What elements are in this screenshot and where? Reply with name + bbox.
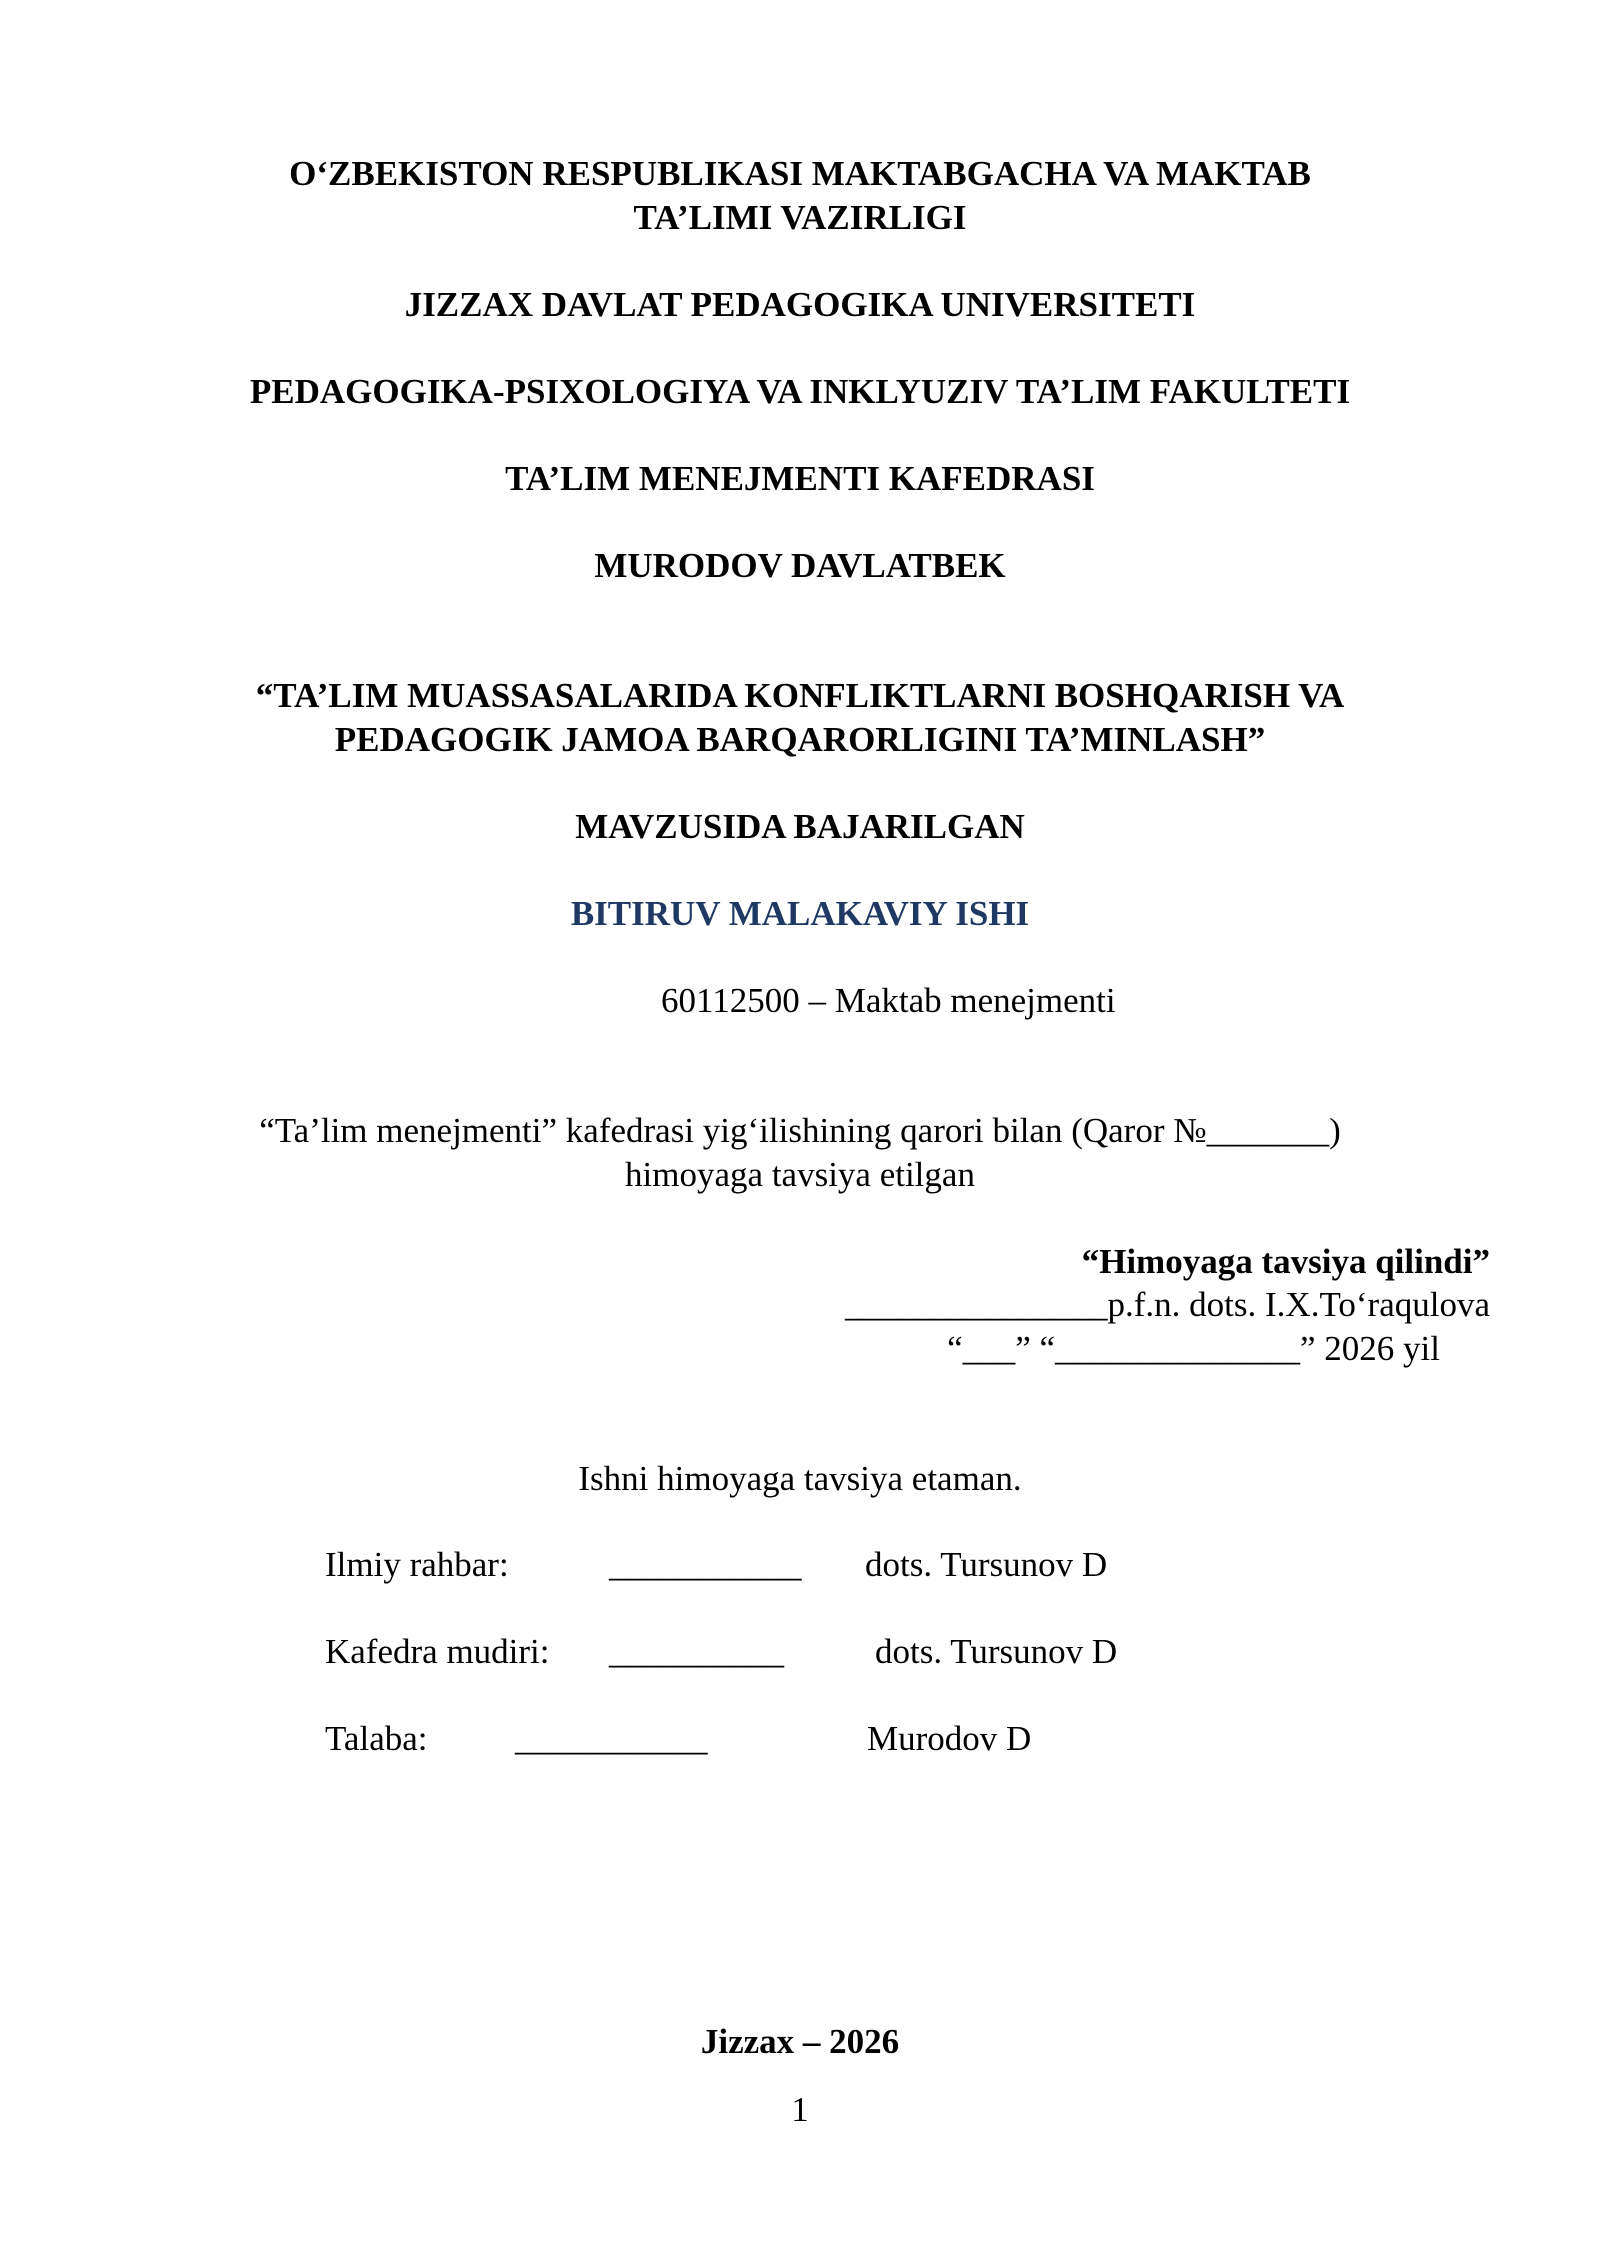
signature-name: dots. Tursunov D (865, 1545, 1108, 1584)
faculty-name: PEDAGOGIKA-PSIXOLOGIYA VA INKLYUZIV TA’LIM FAKULTETI (249, 372, 1351, 411)
signature-line: ___________ (515, 1719, 708, 1758)
signature-line: ___________ (609, 1545, 802, 1584)
specialty-code: 60112500 – Maktab menejmenti (661, 981, 1116, 1020)
ministry-line-1: O‘ZBEKISTON RESPUBLIKASI MAKTABGACHA VA MAKTAB (289, 154, 1311, 193)
department-name: TA’LIM MENEJMENTI KAFEDRASI (505, 459, 1095, 498)
topic-subtitle: MAVZUSIDA BAJARILGAN (575, 807, 1025, 846)
topic-line-2: PEDAGOGIK JAMOA BARQARORLIGINI TA’MINLASH” (334, 720, 1266, 759)
ministry-line-2: TA’LIMI VAZIRLIGI (633, 198, 967, 237)
signature-line: __________ (609, 1632, 784, 1671)
decision-line-2: himoyaga tavsiya etilgan (625, 1155, 975, 1194)
signature-role: Kafedra mudiri: (325, 1632, 550, 1671)
decision-line-1: “Ta’lim menejmenti” kafedrasi yig‘ilishining qarori bilan (Qaror №_______) (259, 1111, 1341, 1150)
university-name: JIZZAX DAVLAT PEDAGOGIKA UNIVERSITETI (404, 285, 1196, 324)
signature-name: Murodov D (867, 1719, 1032, 1758)
approval-signer: _______________p.f.n. dots. I.X.To‘raqulova (845, 1285, 1490, 1324)
topic-line-1: “TA’LIM MUASSASALARIDA KONFLIKTLARNI BOSHQARISH VA (255, 676, 1345, 715)
work-type-title: BITIRUV MALAKAVIY ISHI (570, 894, 1030, 933)
place-year: Jizzax – 2026 (700, 2022, 900, 2061)
approval-date: “___” “______________” 2026 yil (947, 1329, 1440, 1368)
recommendation-text: Ishni himoyaga tavsiya etaman. (578, 1459, 1022, 1498)
signature-role: Talaba: (325, 1719, 428, 1758)
page-number: 1 (791, 2090, 809, 2129)
author-name: MURODOV DAVLATBEK (594, 546, 1006, 585)
signature-name: dots. Tursunov D (875, 1632, 1118, 1671)
approval-title: “Himoyaga tavsiya qilindi” (1081, 1242, 1490, 1281)
signature-role: Ilmiy rahbar: (325, 1545, 509, 1584)
